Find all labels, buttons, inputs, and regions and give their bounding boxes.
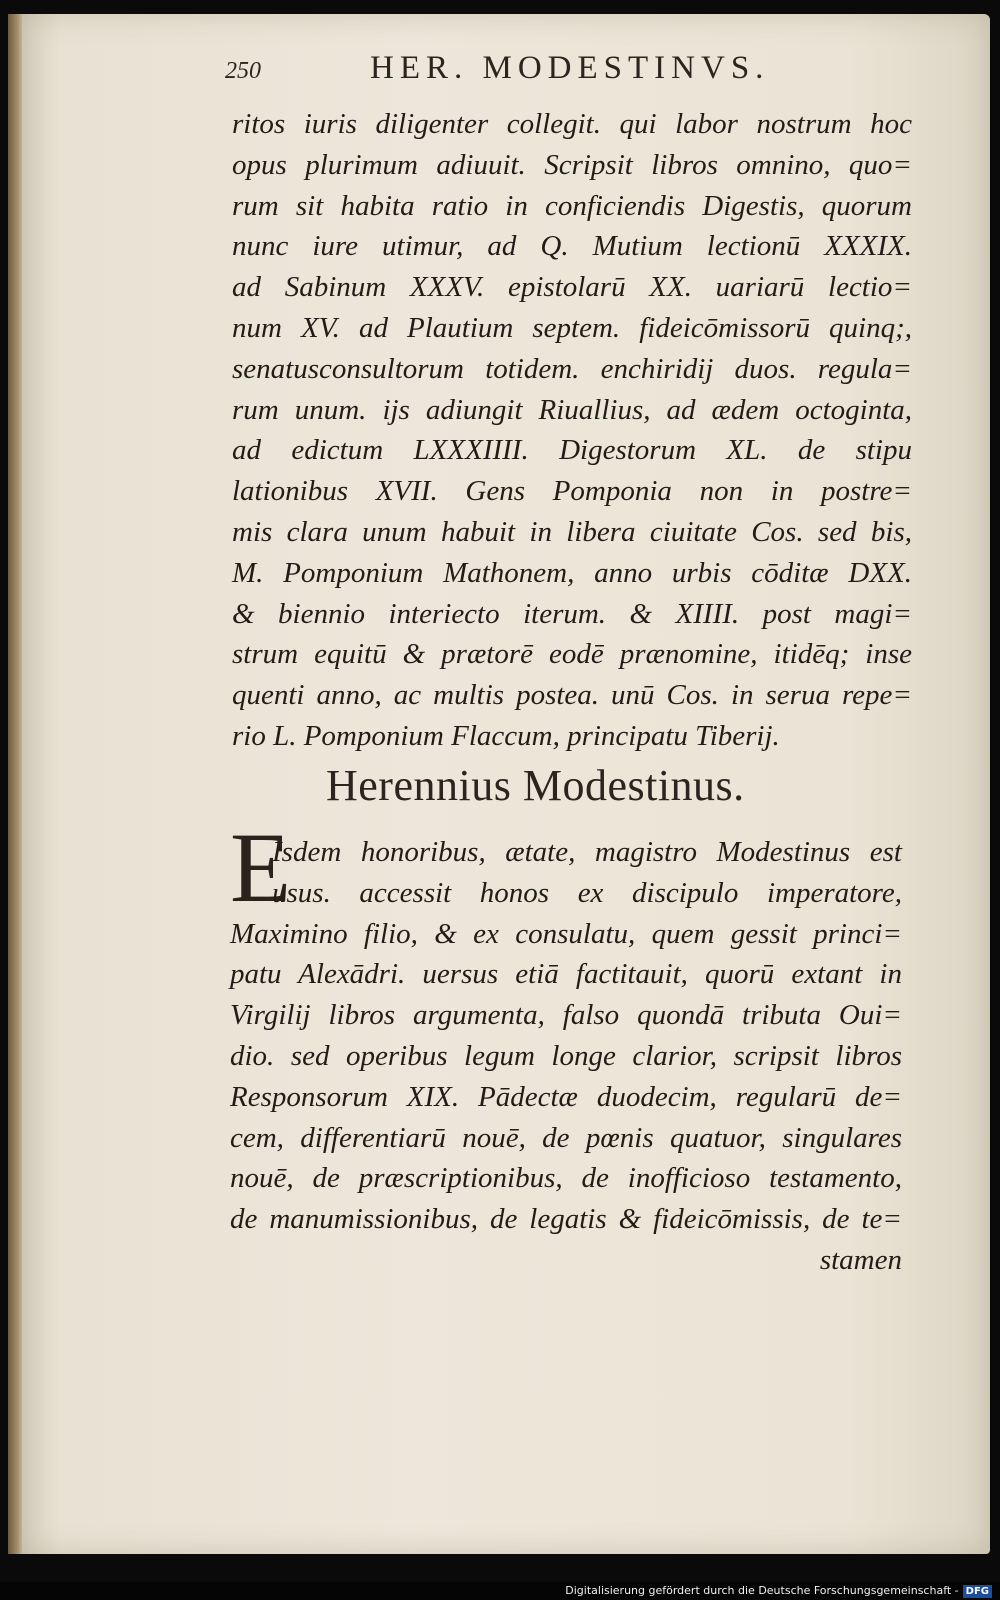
text-line: usus. accessit honos ex discipulo imperatore, [272, 876, 902, 909]
text-line: strum equitū & prætorē eodē prænomine, itidēq; inse [232, 638, 912, 671]
text-line: nunc iure utimur, ad Q. Mutium lectionū XXXIX. [232, 230, 912, 263]
body-text-block [232, 104, 912, 757]
text-line: & biennio interiecto iterum. & XIIII. post magi= [232, 597, 912, 630]
text-line: Responsorum XIX. Pādectæ duodecim, regularū de= [230, 1080, 902, 1113]
text-line: de manumissionibus, de legatis & fideicōmissis, de te= [230, 1203, 902, 1236]
page-number: 250 [225, 58, 261, 84]
digitization-credit [565, 1584, 992, 1598]
text-line: num XV. ad Plautium septem. fideicōmissorū quinq;, [232, 311, 912, 344]
text-line: rum sit habita ratio in conficiendis Digestis, quorum [232, 189, 912, 222]
text-line: opus plurimum adiuuit. Scripsit libros omnino, quo= [232, 148, 912, 181]
running-title: HER. MODESTINVS. [370, 50, 770, 86]
credit-text: Digitalisierung gefördert durch die Deutsche Forschungsgemeinschaft - [565, 1584, 959, 1597]
section-heading: Herennius Modestinus. [326, 761, 745, 810]
text-line: rio L. Pomponium Flaccum, principatu Tiberij. [232, 719, 780, 752]
catchword: stamen [819, 1243, 902, 1276]
text-line: M. Pomponium Mathonem, anno urbis cōditæ DXX. [232, 556, 912, 589]
section-body-text [230, 832, 902, 1281]
dfg-logo[interactable]: DFG [963, 1585, 992, 1598]
text-line: Virgilij libros argumenta, falso quondā tributa Oui= [230, 999, 902, 1032]
text-line: quenti anno, ac multis postea. unū Cos. in serua repe= [232, 679, 912, 712]
text-line: rum unum. ijs adiungit Riuallius, ad ædem octoginta, [232, 393, 912, 426]
text-line: ad edictum LXXXIIII. Digestorum XL. de stipu [232, 434, 912, 467]
text-line: ritos iuris diligenter collegit. qui labor nostrum hoc [232, 108, 912, 140]
running-head [225, 50, 925, 94]
drop-cap-initial: E [230, 812, 292, 923]
text-line: lationibus XVII. Gens Pomponia non in postre= [232, 475, 912, 508]
text-line: cem, differentiarū nouē, de pœnis quatuor, singulares [230, 1121, 902, 1154]
text-line: patu Alexādri. uersus etiā factitauit, quorū extant in [230, 958, 902, 991]
text-line: nouē, de præscriptionibus, de inofficioso testamento, [230, 1162, 902, 1195]
text-line: Isdem honoribus, ætate, magistro Modestinus est [272, 836, 902, 868]
text-line: ad Sabinum XXXV. epistolarū XX. uariarū lectio= [232, 271, 912, 304]
text-line: senatusconsultorum totidem. enchiridij duos. regula= [232, 352, 912, 385]
text-line: dio. sed operibus legum longe clarior, scripsit libros [230, 1039, 902, 1072]
text-line: Maximino filio, & ex consulatu, quem gessit princi= [230, 917, 902, 950]
text-line: mis clara unum habuit in libera ciuitate Cos. sed bis, [232, 515, 912, 548]
